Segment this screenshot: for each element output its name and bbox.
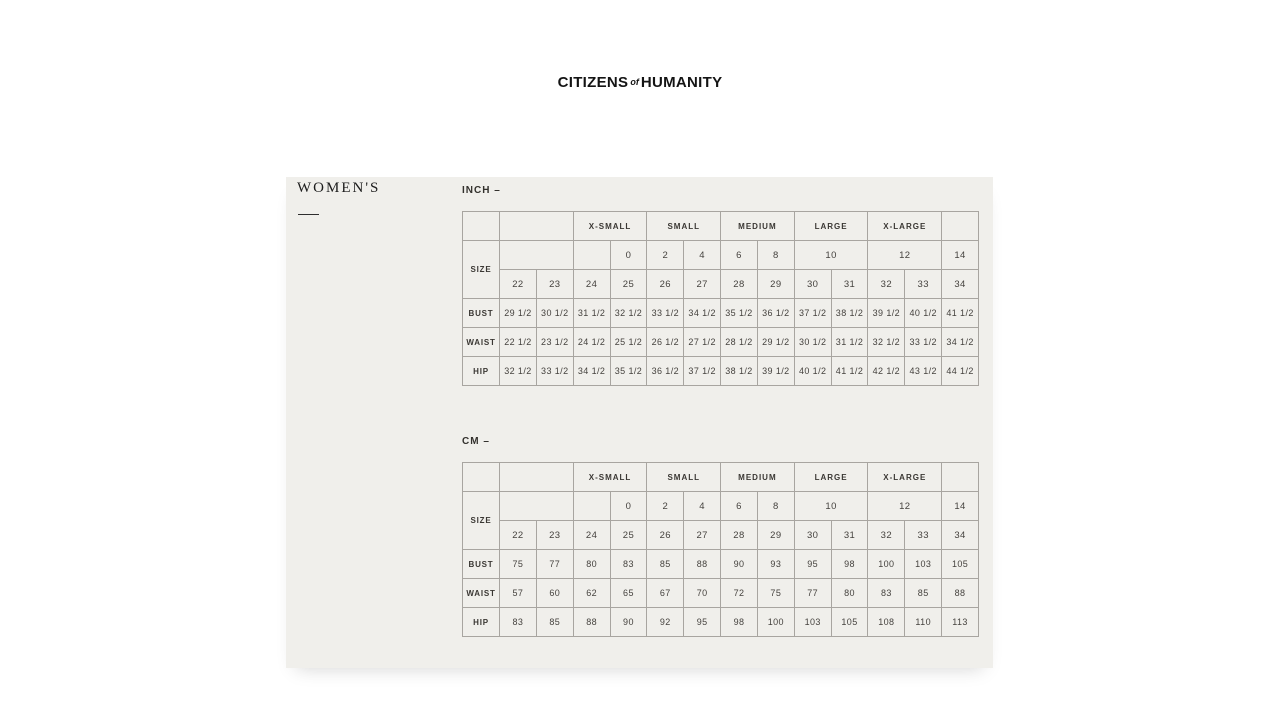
- brand-of: of: [630, 77, 639, 87]
- numeric-size-cell: [573, 492, 610, 521]
- numeric-size-cell: [573, 241, 610, 270]
- measurement-value-cell: 90: [610, 608, 647, 637]
- measurement-value-cell: 23 1/2: [536, 328, 573, 357]
- size-tables: [462, 185, 979, 637]
- measurement-value-cell: 95: [684, 608, 721, 637]
- measurement-value-cell: 98: [721, 608, 758, 637]
- group-header-cell: [500, 463, 574, 492]
- measurement-value-cell: 80: [573, 550, 610, 579]
- alpha-size-cell: 22: [500, 521, 537, 550]
- measurement-value-cell: 98: [831, 550, 868, 579]
- heading-underline: [298, 214, 319, 215]
- measurement-row-label: BUST: [463, 550, 500, 579]
- alpha-size-cell: 29: [757, 521, 794, 550]
- brand-citizens: CITIZENS: [557, 74, 629, 91]
- alpha-size-cell: 25: [610, 270, 647, 299]
- measurement-value-cell: 100: [757, 608, 794, 637]
- measurement-row-label: HIP: [463, 357, 500, 386]
- measurement-value-cell: 60: [536, 579, 573, 608]
- measurement-value-cell: 26 1/2: [647, 328, 684, 357]
- measurement-value-cell: 100: [868, 550, 905, 579]
- measurement-row-label: BUST: [463, 299, 500, 328]
- measurement-row-label: WAIST: [463, 579, 500, 608]
- measurement-value-cell: 22 1/2: [500, 328, 537, 357]
- numeric-size-cell: 10: [794, 241, 868, 270]
- measurement-value-cell: 31 1/2: [831, 328, 868, 357]
- measurement-value-cell: 83: [610, 550, 647, 579]
- numeric-size-cell: 8: [757, 492, 794, 521]
- measurement-value-cell: 33 1/2: [905, 328, 942, 357]
- alpha-size-cell: 32: [868, 270, 905, 299]
- measurement-value-cell: 88: [684, 550, 721, 579]
- numeric-size-cell: 6: [721, 492, 758, 521]
- numeric-size-cell: 14: [942, 492, 979, 521]
- group-header-cell: LARGE: [794, 212, 868, 241]
- measurement-value-cell: 37 1/2: [684, 357, 721, 386]
- measurement-value-cell: 105: [831, 608, 868, 637]
- numeric-size-cell: 14: [942, 241, 979, 270]
- alpha-size-cell: 26: [647, 521, 684, 550]
- measurement-value-cell: 32 1/2: [610, 299, 647, 328]
- panel-heading: [297, 180, 380, 215]
- group-header-cell: MEDIUM: [721, 212, 795, 241]
- measurement-value-cell: 32 1/2: [500, 357, 537, 386]
- measurement-value-cell: 41 1/2: [831, 357, 868, 386]
- alpha-size-cell: 23: [536, 521, 573, 550]
- alpha-size-cell: 27: [684, 521, 721, 550]
- alpha-size-cell: 33: [905, 270, 942, 299]
- measurement-value-cell: 27 1/2: [684, 328, 721, 357]
- alpha-size-cell: 24: [573, 521, 610, 550]
- numeric-size-cell: 10: [794, 492, 868, 521]
- size-section-inch: [462, 185, 979, 386]
- measurement-value-cell: 36 1/2: [647, 357, 684, 386]
- size-table-cm: [462, 462, 979, 637]
- measurement-value-cell: 85: [536, 608, 573, 637]
- unit-label-inch: INCH –: [462, 185, 501, 196]
- measurement-value-cell: 36 1/2: [757, 299, 794, 328]
- measurement-value-cell: 30 1/2: [794, 328, 831, 357]
- measurement-value-cell: 77: [794, 579, 831, 608]
- group-header-cell: LARGE: [794, 463, 868, 492]
- group-header-cell: SMALL: [647, 463, 721, 492]
- alpha-size-cell: 34: [942, 521, 979, 550]
- measurement-value-cell: 85: [905, 579, 942, 608]
- measurement-value-cell: 83: [500, 608, 537, 637]
- measurement-value-cell: 39 1/2: [868, 299, 905, 328]
- measurement-value-cell: 34 1/2: [942, 328, 979, 357]
- measurement-value-cell: 95: [794, 550, 831, 579]
- measurement-value-cell: 29 1/2: [757, 328, 794, 357]
- numeric-size-cell: 4: [684, 492, 721, 521]
- alpha-size-cell: 32: [868, 521, 905, 550]
- measurement-value-cell: 67: [647, 579, 684, 608]
- numeric-size-cell: 2: [647, 492, 684, 521]
- measurement-value-cell: 88: [573, 608, 610, 637]
- alpha-size-cell: 34: [942, 270, 979, 299]
- numeric-size-cell: 4: [684, 241, 721, 270]
- group-header-cell: [942, 463, 979, 492]
- measurement-value-cell: 43 1/2: [905, 357, 942, 386]
- measurement-value-cell: 62: [573, 579, 610, 608]
- alpha-size-cell: 26: [647, 270, 684, 299]
- numeric-size-cell: 6: [721, 241, 758, 270]
- measurement-value-cell: 65: [610, 579, 647, 608]
- size-section-cm: [462, 436, 979, 637]
- measurement-value-cell: 40 1/2: [905, 299, 942, 328]
- measurement-value-cell: 113: [942, 608, 979, 637]
- measurement-row-label: HIP: [463, 608, 500, 637]
- measurement-value-cell: 72: [721, 579, 758, 608]
- numeric-size-cell: 0: [610, 241, 647, 270]
- measurement-value-cell: 34 1/2: [573, 357, 610, 386]
- womens-heading: WOMEN'S: [297, 180, 381, 196]
- measurement-row-label: WAIST: [463, 328, 500, 357]
- alpha-size-cell: 22: [500, 270, 537, 299]
- measurement-value-cell: 33 1/2: [536, 357, 573, 386]
- size-guide-panel: [286, 177, 993, 668]
- measurement-value-cell: 110: [905, 608, 942, 637]
- group-header-cell: X-LARGE: [868, 463, 942, 492]
- alpha-size-cell: 28: [721, 521, 758, 550]
- measurement-value-cell: 31 1/2: [573, 299, 610, 328]
- numeric-size-cell: 12: [868, 241, 942, 270]
- brand-logo[interactable]: [0, 74, 1280, 92]
- measurement-value-cell: 77: [536, 550, 573, 579]
- corner-cell: [463, 212, 500, 241]
- alpha-size-cell: 30: [794, 521, 831, 550]
- measurement-value-cell: 37 1/2: [794, 299, 831, 328]
- measurement-value-cell: 30 1/2: [536, 299, 573, 328]
- measurement-value-cell: 83: [868, 579, 905, 608]
- corner-cell: [463, 463, 500, 492]
- numeric-size-cell: 0: [610, 492, 647, 521]
- alpha-size-cell: 33: [905, 521, 942, 550]
- alpha-size-cell: 23: [536, 270, 573, 299]
- group-header-cell: X-LARGE: [868, 212, 942, 241]
- measurement-value-cell: 39 1/2: [757, 357, 794, 386]
- alpha-size-cell: 29: [757, 270, 794, 299]
- alpha-size-cell: 30: [794, 270, 831, 299]
- group-header-cell: X-SMALL: [573, 463, 647, 492]
- size-table-inch: [462, 211, 979, 386]
- measurement-value-cell: 70: [684, 579, 721, 608]
- numeric-size-cell: 8: [757, 241, 794, 270]
- measurement-value-cell: 75: [757, 579, 794, 608]
- group-header-cell: MEDIUM: [721, 463, 795, 492]
- measurement-value-cell: 103: [794, 608, 831, 637]
- measurement-value-cell: 38 1/2: [721, 357, 758, 386]
- measurement-value-cell: 92: [647, 608, 684, 637]
- alpha-size-cell: 28: [721, 270, 758, 299]
- brand-humanity: HUMANITY: [640, 74, 723, 91]
- alpha-size-cell: 24: [573, 270, 610, 299]
- measurement-value-cell: 29 1/2: [500, 299, 537, 328]
- measurement-value-cell: 35 1/2: [610, 357, 647, 386]
- measurement-value-cell: 32 1/2: [868, 328, 905, 357]
- numeric-size-cell: 2: [647, 241, 684, 270]
- alpha-size-cell: 25: [610, 521, 647, 550]
- alpha-size-cell: 27: [684, 270, 721, 299]
- measurement-value-cell: 35 1/2: [721, 299, 758, 328]
- measurement-value-cell: 34 1/2: [684, 299, 721, 328]
- group-header-cell: SMALL: [647, 212, 721, 241]
- measurement-value-cell: 105: [942, 550, 979, 579]
- group-header-cell: X-SMALL: [573, 212, 647, 241]
- measurement-value-cell: 85: [647, 550, 684, 579]
- alpha-size-cell: 31: [831, 521, 868, 550]
- measurement-value-cell: 41 1/2: [942, 299, 979, 328]
- measurement-value-cell: 33 1/2: [647, 299, 684, 328]
- alpha-size-cell: 31: [831, 270, 868, 299]
- numeric-size-cell: [500, 492, 574, 521]
- group-header-cell: [942, 212, 979, 241]
- measurement-value-cell: 38 1/2: [831, 299, 868, 328]
- group-header-cell: [500, 212, 574, 241]
- measurement-value-cell: 80: [831, 579, 868, 608]
- unit-label-cm: CM –: [462, 436, 490, 447]
- measurement-value-cell: 24 1/2: [573, 328, 610, 357]
- measurement-value-cell: 28 1/2: [721, 328, 758, 357]
- measurement-value-cell: 44 1/2: [942, 357, 979, 386]
- measurement-value-cell: 42 1/2: [868, 357, 905, 386]
- measurement-value-cell: 57: [500, 579, 537, 608]
- numeric-size-cell: 12: [868, 492, 942, 521]
- numeric-size-cell: [500, 241, 574, 270]
- measurement-value-cell: 108: [868, 608, 905, 637]
- measurement-value-cell: 75: [500, 550, 537, 579]
- measurement-value-cell: 25 1/2: [610, 328, 647, 357]
- measurement-value-cell: 103: [905, 550, 942, 579]
- measurement-value-cell: 40 1/2: [794, 357, 831, 386]
- measurement-value-cell: 90: [721, 550, 758, 579]
- measurement-value-cell: 88: [942, 579, 979, 608]
- measurement-value-cell: 93: [757, 550, 794, 579]
- size-row-label: SIZE: [463, 492, 500, 550]
- size-row-label: SIZE: [463, 241, 500, 299]
